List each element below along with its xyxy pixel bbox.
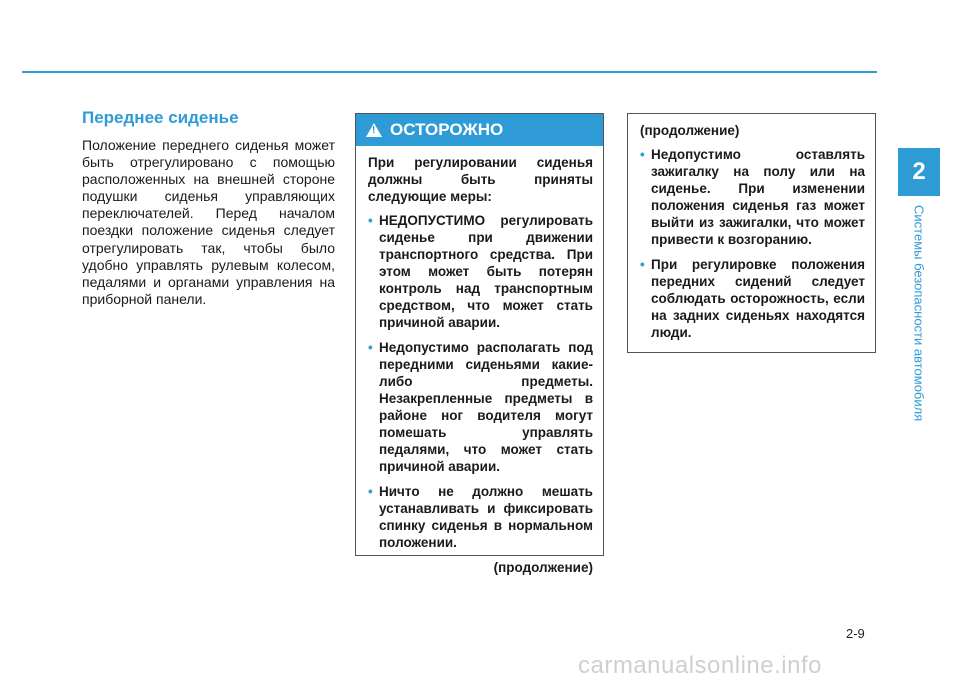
continuation-bullet: • Недопустимо оставлять зажигалку на полу или на сиденье. При изменении положения сиденья газ может выйти из зажигалки, что может привести к возгоранию.	[640, 146, 865, 248]
warning-continued: (продолжение)	[493, 560, 593, 575]
warning-box	[355, 113, 604, 575]
section-title: Переднее сиденье	[82, 108, 239, 127]
warning-bullet: • Ничто не должно мешать устанавливать и фиксировать спинку сиденья в нормальном положении.	[368, 483, 593, 551]
warning-title: ОСТОРОЖНО	[390, 120, 504, 139]
section-body: Положение переднего сиденья может быть отрегулировано с помощью расположенных на внешней стороне подушки сиденья управляющих переключателей. Перед началом поездки положение сиденья следует отрегулировать так, чтобы было удобно управлять рулевым колесом, педалями и органами управления на приборной панели.	[82, 137, 335, 307]
chapter-side-title: Системы безопасности автомобиля	[911, 205, 927, 422]
warning-intro: При регулировании сиденья должны быть приняты следующие меры:	[368, 155, 593, 204]
continuation-bullet: • При регулировке положения передних сидений следует соблюдать осторожность, если на задних сиденьях находятся люди.	[640, 256, 865, 341]
warning-content	[356, 146, 603, 576]
warning-header	[356, 114, 603, 146]
watermark: carmanualsonline.info	[578, 652, 822, 679]
page-number: 2-9	[846, 626, 865, 641]
continuation-head: (продолжение)	[640, 123, 740, 138]
warning-icon	[366, 123, 382, 137]
warning-bullet: • НЕДОПУСТИМО регулировать сиденье при движении транспортного средства. При этом может быть потерян контроль над транспортным средством, что может стать причиной аварии.	[368, 212, 593, 331]
chapter-badge: 2	[898, 148, 940, 196]
continuation-box	[627, 113, 876, 353]
warning-bullet: • Недопустимо располагать под передними сиденьями какие-либо предметы. Незакрепленные предметы в районе ног водителя могут помешать управлять педалями, что может стать причиной аварии.	[368, 339, 593, 475]
continuation-content	[628, 114, 875, 341]
top-rule	[22, 71, 877, 73]
